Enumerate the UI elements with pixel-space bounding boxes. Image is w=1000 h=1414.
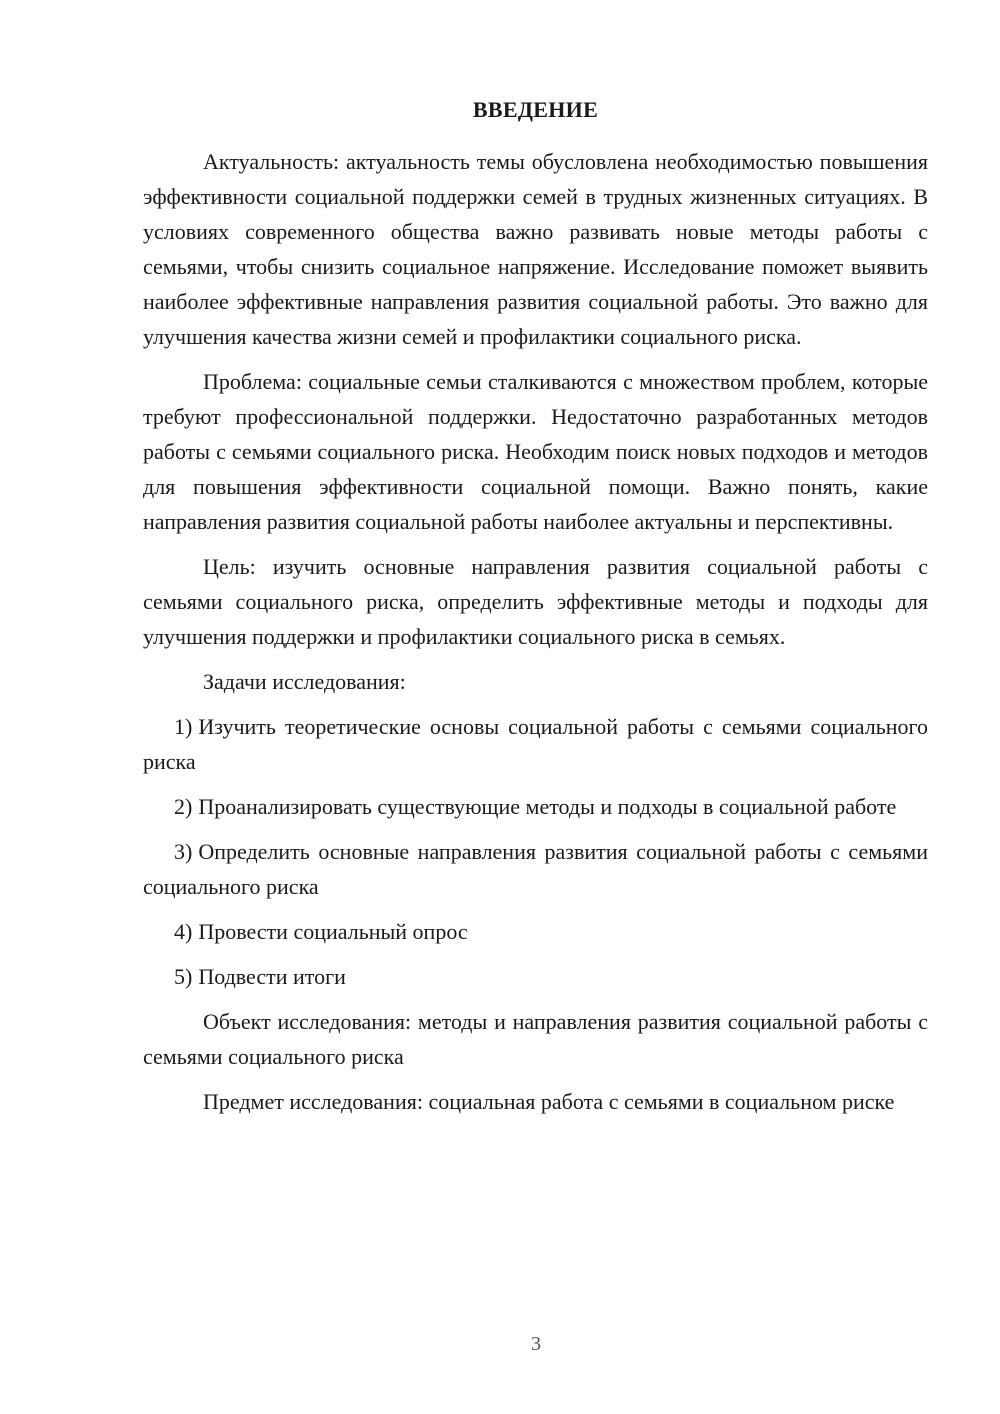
- list-item-text: Определить основные направления развития социальной работы с семьями социального риска: [143, 839, 928, 899]
- paragraph-goal: Цель: изучить основные направления развития социальной работы с семьями социального риска, определить эффективные методы и подходы для улучшения поддержки и профилактики социального риска в семьях.: [143, 554, 928, 649]
- page-title: ВВЕДЕНИЕ: [472, 97, 599, 122]
- list-item: [143, 834, 928, 904]
- list-item: [143, 914, 928, 949]
- document-page: [143, 96, 928, 1129]
- paragraph-subject: Предмет исследования: социальная работа с семьями в социальном риске: [203, 1089, 895, 1114]
- list-item-number: 2): [174, 794, 193, 819]
- list-item-text: Проанализировать существующие методы и подходы в социальной работе: [198, 794, 897, 819]
- list-item-text: Подвести итоги: [198, 964, 346, 989]
- list-item-text: Изучить теоретические основы социальной работы с семьями социального риска: [143, 714, 928, 774]
- list-item: [143, 709, 928, 779]
- list-item-number: 4): [174, 919, 193, 944]
- paragraph-problem: Проблема: социальные семьи сталкиваются с множеством проблем, которые требуют профессиональной поддержки. Недостаточно разработанных методов работы с семьями социального риска. Необходим поиск новых подходов и методов для повышения эффективности социальной помощи. Важно понять, какие направления развития социальной работы наиболее актуальны и перспективны.: [143, 369, 928, 534]
- paragraph-relevance: Актуальность: актуальность темы обусловлена необходимостью повышения эффективности социальной поддержки семей в трудных жизненных ситуациях. В условиях современного общества важно развивать новые методы работы с семьями, чтобы снизить социальное напряжение. Исследование поможет выявить наиболее эффективные направления развития социальной работы. Это важно для улучшения качества жизни семей и профилактики социального риска.: [143, 149, 928, 349]
- list-item-text: Провести социальный опрос: [198, 919, 468, 944]
- list-item-number: 5): [174, 964, 193, 989]
- list-item-number: 1): [174, 714, 193, 739]
- tasks-heading: Задачи исследования:: [203, 669, 406, 694]
- list-item: [143, 959, 928, 994]
- paragraph-object: Объект исследования: методы и направления развития социальной работы с семьями социального риска: [143, 1009, 928, 1069]
- list-item-number: 3): [174, 839, 193, 864]
- list-item: [143, 789, 928, 824]
- tasks-list: [143, 709, 928, 994]
- page-number: 3: [531, 1333, 541, 1355]
